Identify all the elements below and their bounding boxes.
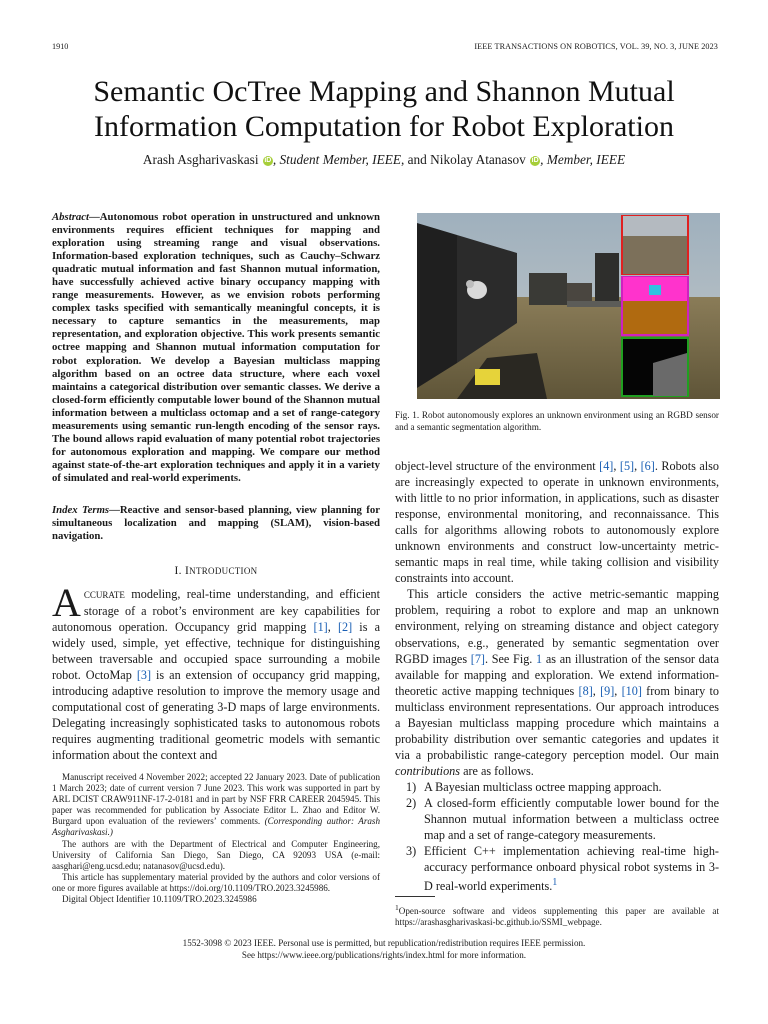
paper-title bbox=[40, 74, 728, 144]
author-line bbox=[40, 152, 728, 168]
list-number: 1) bbox=[406, 779, 417, 794]
copyright-line-1: 1552-3098 © 2023 IEEE. Personal use is permitted, but republication/redistribution requires IEEE permission. bbox=[182, 938, 586, 948]
citation-link[interactable]: [2] bbox=[337, 620, 353, 635]
index-terms-text: —Reactive and sensor-based planning, view planning for simultaneous localization and mapping (SLAM), vision-based navigation. bbox=[52, 504, 381, 543]
citation-link[interactable]: [4] bbox=[599, 459, 614, 473]
page-number: 1910 bbox=[52, 42, 69, 51]
citation-link[interactable]: [9] bbox=[600, 683, 615, 698]
building-left bbox=[417, 223, 457, 388]
paragraph-1 bbox=[395, 458, 719, 586]
supplementary-note: This article has supplementary material provided by the authors and color versions of one or more figures available at https://doi.org/10.1109/TRO.2023.3245986. bbox=[52, 871, 380, 893]
manuscript-text: Manuscript received 4 November 2022; accepted 22 January 2023. Date of publication 1 March 2023; date of current version 7 June 2023. This work was supported in part by ARL DCIST CRAW911NF-17-2-0181 and in part by NSF FRR CAREER 2045945. This paper was recommended for publication by Associate Editor L. Zhao and Editor W. Burgard upon evaluation of the reviewers’ comments. bbox=[52, 772, 380, 827]
right-column-body bbox=[395, 458, 719, 894]
list-item bbox=[395, 843, 719, 894]
caption-label: Fig. 1. bbox=[395, 410, 420, 420]
list-text: A closed-form efficiently computable lower bound for the Shannon mutual information between a multiclass octree map and a set of range-category measurements. bbox=[424, 795, 719, 843]
section-title-rest: NTRODUCTION bbox=[189, 566, 258, 576]
footnote-text: Open-source software and videos supplementing this paper are available at https://arashasgharivaskasi-bc.github.io/SSMI_webpage. bbox=[395, 906, 719, 928]
section-numeral: I. bbox=[174, 565, 186, 577]
sheep-head bbox=[466, 280, 474, 288]
list-number: 2) bbox=[406, 795, 417, 810]
manuscript-info bbox=[52, 772, 380, 839]
footnote-marker[interactable]: 1 bbox=[552, 877, 558, 889]
abstract-text: —Autonomous robot operation in unstructured and unknown environments requires efficient techniques for mapping and exploration using streaming range and visual observations. Information-based exploration techniques, such as Cauchy–Schwarz quadratic mutual information and fast Shannon mutual information, have successfully achieved active binary occupancy mapping with range measurements. However, as we envision robots performing complex tasks specified with semantically meaningful concepts, it is necessary to capture semantics in the measurements, map representation, and exploration objective. This work presents semantic octree mapping and Shannon mutual information computation for robot exploration. We develop a Bayesian multiclass mapping algorithm based on an octree data structure, where each voxel maintains a categorical distribution over semantic classes. We derive a closed-form efficiently computable lower bound of the Shannon mutual information between a multiclass octomap and a set of range-category measurements using semantic run-length encoding of the sensor rays. The bound allows rapid evaluation of many potential robot trajectories for autonomous exploration and mapping. We compare our method against state-of-the-art exploration techniques and apply it in a variety of simulated and real-world experiments. bbox=[52, 211, 380, 484]
author-conjunction: , and bbox=[400, 152, 431, 167]
simulation-scene bbox=[417, 213, 720, 399]
title-line-2: Information Computation for Robot Exploration bbox=[94, 110, 674, 143]
figure-1-image bbox=[417, 213, 720, 399]
intro-text-2: is a widely used, simple, yet effective, technique for distinguishing between traversable and occupied space surrounding a mobile robot. OctoMap bbox=[52, 620, 380, 683]
road-far bbox=[567, 301, 622, 307]
caption-text: Robot autonomously explores an unknown environment using an RGBD sensor and a semantic segmentation algorithm. bbox=[395, 410, 719, 432]
software-footnote bbox=[395, 902, 719, 928]
right-text-1b: . Robots also are increasingly expected to operate in unknown environments, with little to no prior information, in applications, such as disaster response, environmental monitoring, and reconnaissance. This calls for algorithms allowing robots to autonomously explore unknown environments and construct low-uncertainty metric-semantic maps in real time, while taking collision and visibility constraints into account. bbox=[395, 459, 719, 586]
contributions-list bbox=[395, 779, 719, 894]
intro-paragraph bbox=[52, 580, 380, 764]
citation-link[interactable]: [1] bbox=[313, 620, 328, 635]
author-2-role: , Member, IEEE bbox=[540, 152, 626, 167]
right-text-1a: object-level structure of the environment bbox=[395, 459, 600, 473]
journal-header: IEEE TRANSACTIONS ON ROBOTICS, VOL. 39, NO. 3, JUNE 2023 bbox=[474, 42, 718, 51]
building-right bbox=[595, 253, 619, 305]
drop-cap: A bbox=[52, 580, 81, 625]
copyright-footer bbox=[40, 938, 728, 962]
section-heading bbox=[52, 565, 380, 577]
rgb-inset-ground bbox=[623, 236, 687, 274]
citation-link[interactable]: [6] bbox=[640, 459, 655, 473]
figure-1-caption bbox=[395, 410, 719, 433]
corresponding-author: (Corresponding author: Arash Asgharivaskasi.) bbox=[52, 816, 380, 838]
separator: , bbox=[634, 459, 641, 473]
index-terms-label: Index Terms bbox=[52, 504, 110, 516]
separator: , bbox=[614, 683, 622, 698]
copyright-line-2: See https://www.ieee.org/publications/rights/index.html for more information. bbox=[241, 949, 527, 960]
abstract-label: Abstract bbox=[52, 211, 90, 223]
segmentation-inset-object bbox=[649, 285, 661, 295]
citation-link[interactable]: [7] bbox=[470, 651, 485, 666]
citation-link[interactable]: [8] bbox=[578, 683, 593, 698]
right-text-2c: as an illustration of the sensor data available for mapping and exploration. We extend information-theoretic active mapping techniques bbox=[395, 651, 719, 698]
list-item bbox=[395, 779, 719, 795]
citation-link[interactable]: [10] bbox=[621, 683, 642, 698]
affiliation: The authors are with the Department of Electrical and Computer Engineering, University of California San Diego, San Diego, CA 92093 USA (e-mail: aasghari@eng.ucsd.edu; natanasov@ucsd.edu). bbox=[52, 838, 380, 871]
footnote-number: 1 bbox=[395, 903, 399, 912]
section-first-letter: I bbox=[185, 565, 190, 577]
contributions-word: contributions bbox=[395, 763, 461, 778]
separator: , bbox=[613, 459, 620, 473]
citation-link[interactable]: [5] bbox=[619, 459, 635, 473]
intro-separator: , bbox=[327, 620, 338, 635]
author-2-name: Nikolay Atanasov bbox=[430, 152, 526, 167]
footnote-divider bbox=[395, 896, 435, 897]
orcid-icon[interactable]: iD bbox=[531, 157, 539, 164]
list-text: A Bayesian multiclass octree mapping approach. bbox=[424, 779, 662, 794]
title-line-1: Semantic OcTree Mapping and Shannon Mutual bbox=[93, 75, 675, 108]
index-terms bbox=[52, 504, 380, 543]
right-text-2b: . See Fig. bbox=[485, 651, 537, 666]
robot-sensor bbox=[475, 369, 500, 385]
intro-text-1: modeling, real-time understanding, and efficient storage of a robot’s environment are key capabilities for autonomous operation. Occupancy grid mapping bbox=[52, 587, 380, 635]
list-item bbox=[395, 795, 719, 843]
doi-line: Digital Object Identifier 10.1109/TRO.2023.3245986 bbox=[62, 894, 257, 905]
segmentation-inset-ground bbox=[623, 301, 687, 334]
list-text: Efficient C++ implementation achieving real-time high-accuracy performance onboard physical robot systems in 3-D real-world experiments. bbox=[424, 844, 719, 894]
right-text-2e: are as follows. bbox=[460, 763, 534, 778]
figure-link[interactable]: 1 bbox=[536, 651, 543, 666]
author-1-name: Arash Asgharivaskasi bbox=[142, 152, 259, 167]
building-mid bbox=[529, 273, 567, 305]
manuscript-footnote bbox=[52, 772, 380, 905]
intro-text-3: is an extension of occupancy grid mapping, introducing adaptive resolution to improve the memory usage and computational cost of generating 3-D maps of large environments. Delegating increasingly sophisticated tasks to autonomous robots requires augmenting traditional geometric models with semantic information about the context and bbox=[52, 668, 380, 763]
paragraph-2 bbox=[395, 586, 719, 779]
intro-caps-word: CCURATE bbox=[83, 590, 125, 600]
list-number: 3) bbox=[406, 844, 417, 859]
separator: , bbox=[592, 683, 601, 698]
citation-link[interactable]: [3] bbox=[136, 668, 152, 683]
abstract bbox=[52, 211, 380, 485]
right-text-2d: from binary to multiclass environment representations. Our approach introduces a Bayesian multiclass mapping procedure which maintains a probability distribution over semantic categories and updates it via a probabilistic range-category perception model. Our main bbox=[395, 683, 720, 762]
orcid-icon[interactable]: iD bbox=[264, 157, 272, 164]
right-text-2a: This article considers the active metric-semantic mapping problem, requiring a robot to explore and map an unknown environment, relying on streaming distance and object category observations, e.g., generated by semantic segmentation over RGBD images bbox=[395, 587, 719, 666]
rgb-inset-sky bbox=[623, 216, 687, 236]
author-1-role: , Student Member, IEEE bbox=[272, 152, 401, 167]
